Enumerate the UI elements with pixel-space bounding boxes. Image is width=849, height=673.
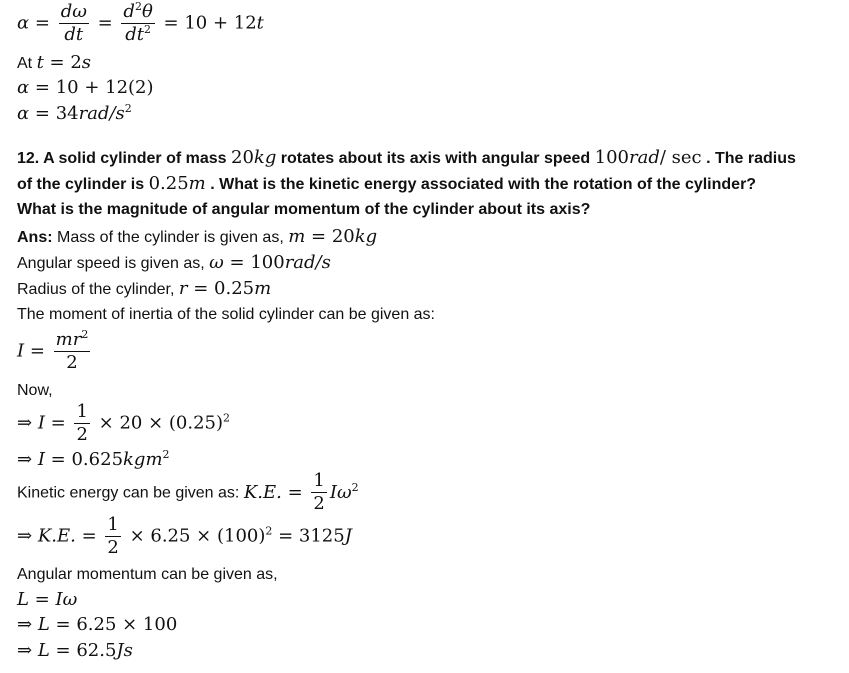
mass-value: 20 — [231, 147, 254, 168]
numerator-one: 1 — [76, 401, 88, 422]
ke-text: Kinetic energy can be given as: — [17, 484, 244, 502]
now-text: Now, — [17, 382, 53, 399]
alpha-symbol: α — [17, 77, 30, 98]
speed-value: 100 — [594, 147, 629, 168]
moi-substitution-equation — [17, 402, 230, 445]
i-symbol: I — [37, 412, 45, 434]
implies-arrow: ⇒ — [17, 640, 33, 661]
equals: = — [29, 103, 56, 124]
at-label: At — [17, 55, 37, 72]
mass-text: Mass of the cylinder is given as, — [52, 229, 289, 246]
at-t-line — [17, 52, 91, 73]
rad-s-unit: rad/s — [284, 252, 331, 273]
equals: = — [29, 12, 56, 34]
exponent-two: 2 — [81, 328, 89, 341]
moi-substitution: × 20 × (0.25) — [92, 412, 224, 434]
question-text: of the cylinder is — [17, 176, 149, 193]
equals: = — [44, 449, 72, 470]
equals: = — [187, 278, 215, 299]
angular-momentum-text — [17, 566, 278, 584]
alpha-substitution-equation — [17, 77, 154, 98]
ke-value: = 3125 — [272, 525, 345, 547]
r-symbol: r — [178, 278, 188, 299]
implies-arrow: ⇒ — [17, 525, 33, 547]
ke-symbol: K.E. — [37, 525, 76, 547]
l-symbol: L — [37, 614, 50, 635]
per-s-unit: /s — [109, 103, 125, 124]
radius-value: 0.25 — [214, 278, 255, 299]
equals: = — [223, 252, 251, 273]
equals: = — [305, 226, 332, 247]
s-unit: s — [81, 52, 92, 73]
alpha-definition-equation — [17, 2, 264, 45]
m-symbol: m — [288, 226, 306, 247]
exponent-two: 2 — [143, 23, 151, 36]
ke-substitution: × 6.25 × (100) — [123, 525, 266, 547]
d2theta-dt2-fraction — [121, 2, 154, 45]
kg-unit: kg — [253, 147, 277, 168]
equals: = — [157, 12, 185, 34]
question-text: What is the magnitude of angular momentum of the cylinder about its axis? — [17, 201, 591, 218]
d-symbol: d — [123, 1, 135, 22]
l-value: 62.5 — [76, 640, 117, 661]
answer-label: Ans: — [17, 229, 53, 246]
dt-base: dt — [125, 24, 144, 45]
alpha-symbol: α — [17, 103, 30, 124]
m-unit: m — [254, 278, 272, 299]
implies-arrow: ⇒ — [17, 412, 33, 434]
mass-value: 20 — [331, 226, 355, 247]
equals: = — [75, 525, 103, 547]
equals: = — [43, 52, 71, 73]
numerator-one: 1 — [313, 470, 325, 491]
answer-mass-line — [17, 226, 377, 247]
speed-value: 100 — [250, 252, 285, 273]
question-text: 12. A solid cylinder of mass — [17, 150, 231, 167]
question-text: . What is the kinetic energy associated with the rotation of the cylinder? — [205, 176, 757, 193]
question-line-3 — [17, 201, 590, 219]
alpha-rhs: 10 + 12 — [184, 12, 257, 34]
rad-unit: rad — [629, 147, 660, 168]
t-symbol: t — [36, 52, 44, 73]
ke-symbol: K.E. — [243, 481, 282, 503]
alpha-symbol: α — [17, 12, 30, 34]
moi-value: 0.625 — [71, 449, 124, 470]
moi-text: The moment of inertia of the solid cylinder can be given as: — [17, 306, 435, 323]
ke-substitution-equation — [17, 515, 352, 558]
equals: = — [49, 640, 77, 661]
sec-unit: / sec — [659, 147, 702, 168]
l-text: Angular momentum can be given as, — [17, 566, 278, 583]
implies-arrow: ⇒ — [17, 614, 33, 635]
i-omega-symbol: Iω — [55, 589, 78, 610]
dw-dt-fraction — [59, 2, 89, 45]
radius-value: 0.25 — [148, 173, 189, 194]
exponent-two: 2 — [124, 102, 132, 115]
alpha-substitution: 10 + 12(2) — [55, 77, 154, 98]
half-fraction — [105, 515, 120, 558]
denominator-two: 2 — [107, 537, 119, 558]
denominator-two: 2 — [66, 352, 78, 373]
kgm-unit: kgm — [123, 449, 163, 470]
half-fraction — [74, 402, 89, 445]
exponent-two: 2 — [223, 411, 231, 425]
equals: = — [24, 340, 51, 362]
t-symbol: t — [256, 12, 264, 34]
omega-symbol: ω — [209, 252, 224, 273]
equals: = — [49, 614, 77, 635]
angular-momentum-result — [17, 640, 133, 661]
i-symbol: I — [37, 449, 45, 470]
j-unit: J — [344, 525, 352, 547]
equals: = — [29, 77, 56, 98]
l-substitution: 6.25 × 100 — [76, 614, 178, 635]
angular-speed-line — [17, 252, 331, 273]
equals: = — [281, 481, 309, 503]
equals: = — [44, 412, 72, 434]
moment-of-inertia-text — [17, 306, 435, 324]
t-value: 2 — [70, 52, 82, 73]
question-line-1 — [17, 147, 796, 168]
theta-symbol: θ — [141, 1, 153, 22]
rad-unit: rad — [78, 103, 110, 124]
dw-numerator: dω — [60, 1, 87, 22]
kinetic-energy-formula-line — [17, 471, 359, 514]
js-unit: Js — [116, 640, 133, 661]
question-line-2 — [17, 173, 756, 194]
l-symbol: L — [17, 589, 29, 610]
i-omega-symbol: Iω — [329, 481, 352, 503]
i-symbol: I — [17, 340, 25, 362]
speed-text: Angular speed is given as, — [17, 255, 210, 272]
radius-line — [17, 278, 271, 299]
m-unit: m — [188, 173, 206, 194]
angular-momentum-formula — [17, 589, 77, 610]
radius-text: Radius of the cylinder, — [17, 281, 179, 298]
mr2-over-2-fraction — [54, 330, 91, 373]
implies-arrow: ⇒ — [17, 449, 33, 470]
angular-momentum-substitution — [17, 614, 177, 635]
equals: = — [91, 12, 119, 34]
alpha-value: 34 — [55, 103, 79, 124]
denominator-two: 2 — [76, 424, 88, 445]
denominator-two: 2 — [313, 493, 325, 514]
moi-result-equation — [17, 449, 170, 470]
equals: = — [28, 589, 56, 610]
l-symbol: L — [37, 640, 50, 661]
numerator-one: 1 — [107, 514, 119, 535]
mr-symbol: mr — [55, 329, 82, 350]
half-fraction — [311, 471, 326, 514]
exponent-two: 2 — [134, 0, 142, 13]
alpha-result-equation — [17, 103, 132, 124]
kg-unit: kg — [354, 226, 378, 247]
moi-formula — [17, 330, 93, 373]
exponent-two: 2 — [265, 524, 273, 538]
exponent-two: 2 — [351, 480, 359, 494]
question-text: . The radius — [701, 150, 796, 167]
now-label — [17, 382, 53, 400]
dt-denominator: dt — [64, 24, 84, 45]
exponent-two: 2 — [162, 448, 170, 461]
question-text: rotates about its axis with angular speed — [276, 150, 595, 167]
